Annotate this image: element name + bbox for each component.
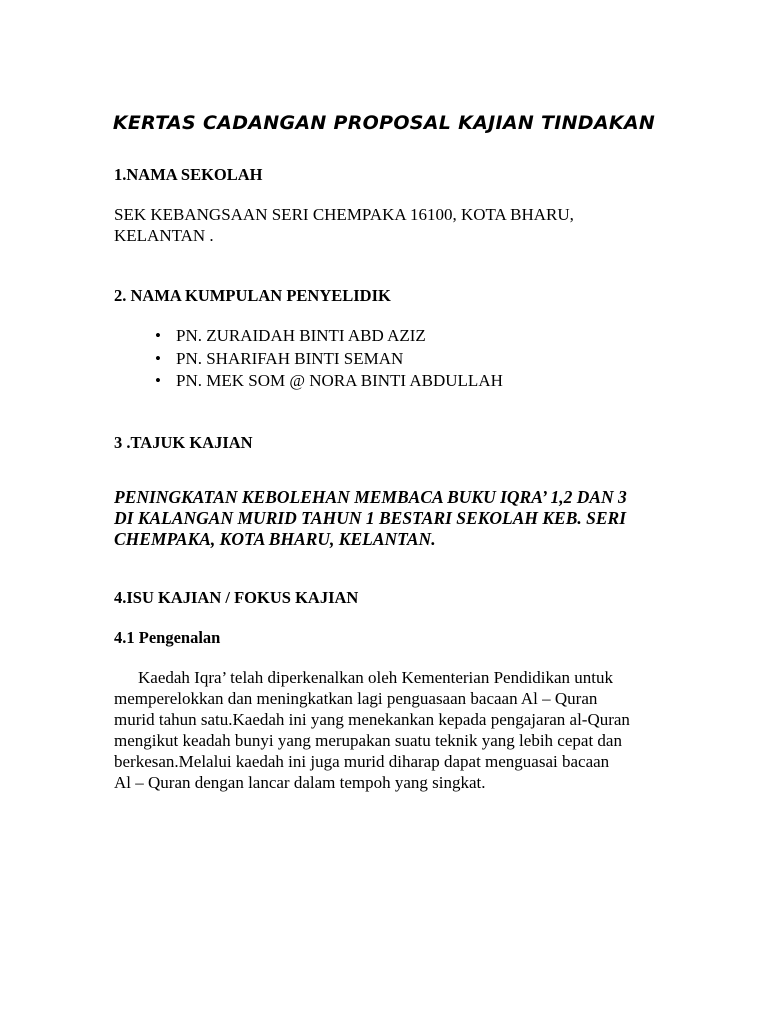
research-title-line-2: DI KALANGAN MURID TAHUN 1 BESTARI SEKOLAH KEB. SERI xyxy=(114,508,627,528)
school-name-line-1: SEK KEBANGSAAN SERI CHEMPAKA 16100, KOTA BHARU, xyxy=(114,205,574,224)
paragraph-line: mengikut keadah bunyi yang merupakan suatu teknik yang lebih cepat dan xyxy=(114,731,622,750)
bullet-icon: • xyxy=(155,348,161,368)
school-name xyxy=(114,204,656,246)
section-3-heading: 3 .TAJUK KAJIAN xyxy=(114,433,253,452)
paragraph-line: memperelokkan dan meningkatkan lagi penguasaan bacaan Al – Quran xyxy=(114,689,598,708)
list-item xyxy=(155,370,503,393)
paragraph-line: Kaedah Iqra’ telah diperkenalkan oleh Kementerian Pendidikan untuk xyxy=(138,668,614,687)
subsection-4-1-heading: 4.1 Pengenalan xyxy=(114,628,221,647)
paragraph-line: murid tahun satu.Kaedah ini yang menekankan kepada pengajaran al-Quran xyxy=(114,710,630,729)
paragraph-line: Al – Quran dengan lancar dalam tempoh yang singkat. xyxy=(114,773,486,792)
section-2-heading: 2. NAMA KUMPULAN PENYELIDIK xyxy=(114,286,391,305)
researcher-name: PN. ZURAIDAH BINTI ABD AZIZ xyxy=(176,326,426,345)
researcher-name: PN. MEK SOM @ NORA BINTI ABDULLAH xyxy=(176,371,503,390)
researcher-name: PN. SHARIFAH BINTI SEMAN xyxy=(176,348,404,368)
section-4-heading: 4.ISU KAJIAN / FOKUS KAJIAN xyxy=(114,588,359,607)
list-item xyxy=(155,325,503,348)
document-title: KERTAS CADANGAN PROPOSAL KAJIAN TINDAKAN xyxy=(112,112,656,134)
bullet-icon: • xyxy=(155,326,161,345)
list-item xyxy=(155,348,503,371)
bullet-icon: • xyxy=(155,371,161,390)
research-title-line-1: PENINGKATAN KEBOLEHAN MEMBACA BUKU IQRA’ 1,2 DAN 3 xyxy=(114,487,627,507)
school-name-line-2: KELANTAN . xyxy=(114,226,214,245)
researcher-list xyxy=(155,325,503,393)
section-1-heading: 1.NAMA SEKOLAH xyxy=(114,165,263,184)
research-title xyxy=(114,487,656,550)
introduction-paragraph xyxy=(114,667,656,793)
paragraph-line: berkesan.Melalui kaedah ini juga murid diharap dapat menguasai bacaan xyxy=(114,752,610,771)
research-title-line-3: CHEMPAKA, KOTA BHARU, KELANTAN. xyxy=(114,529,436,549)
